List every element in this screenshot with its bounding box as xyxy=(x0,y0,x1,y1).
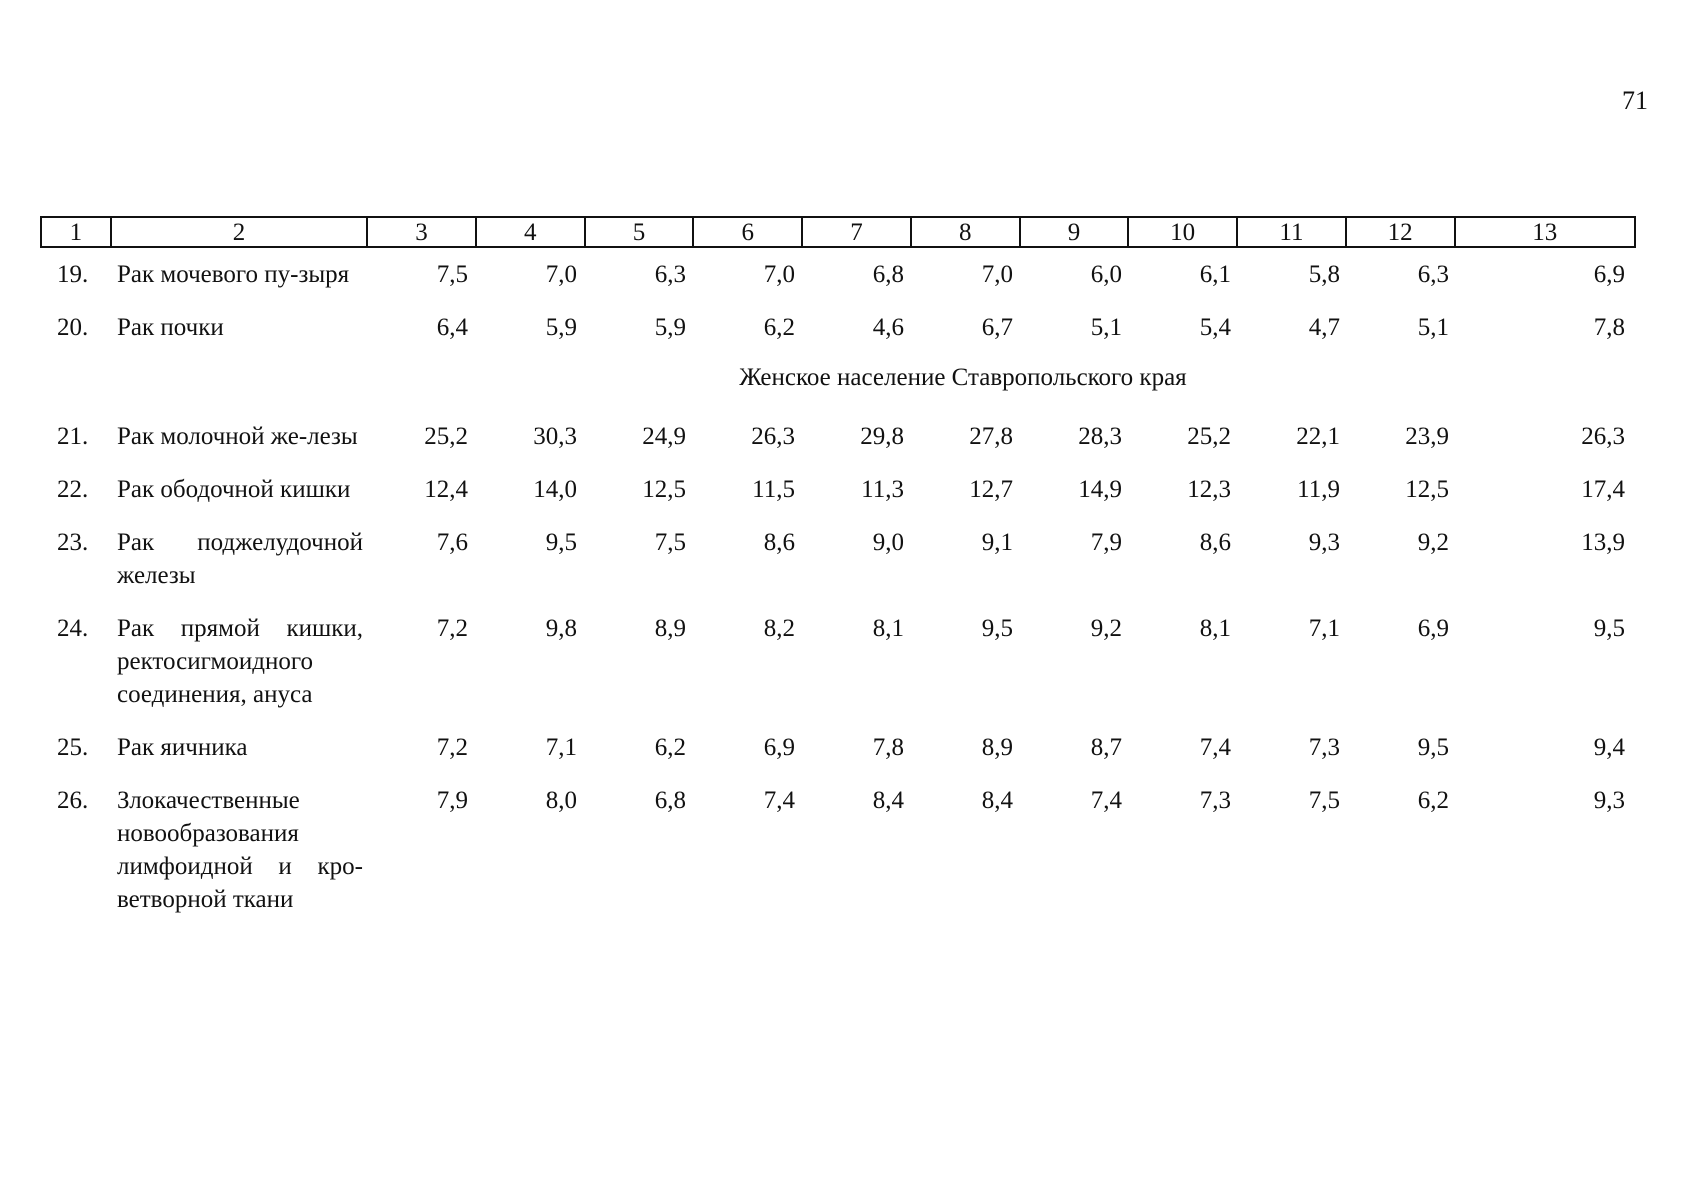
cell-col-11: 11,9 xyxy=(1297,476,1340,503)
cell-col-8: 9,5 xyxy=(981,615,1013,642)
cell-col-5: 6,3 xyxy=(654,261,686,288)
cell-col-6: 8,6 xyxy=(763,529,795,556)
cell-col-9: 6,0 xyxy=(1090,261,1122,288)
cell-col-4: 7,0 xyxy=(545,261,577,288)
table-row xyxy=(40,311,1636,344)
cell-col-11: 7,3 xyxy=(1308,734,1340,761)
cell-col-3: 12,4 xyxy=(424,476,468,503)
row-name: Рак молочной же-лезы xyxy=(117,423,358,450)
cell-col-8: 6,7 xyxy=(981,314,1013,341)
cell-col-12: 6,9 xyxy=(1417,615,1449,642)
table-row xyxy=(40,420,1636,453)
cell-col-8: 8,9 xyxy=(981,734,1013,761)
cell-col-11: 4,7 xyxy=(1308,314,1340,341)
cell-col-5: 6,8 xyxy=(654,787,686,814)
cell-col-9: 7,9 xyxy=(1090,529,1122,556)
cell-col-7: 7,8 xyxy=(872,734,904,761)
cell-col-10: 7,3 xyxy=(1199,787,1231,814)
cell-col-10: 5,4 xyxy=(1199,314,1231,341)
cell-col-10: 8,1 xyxy=(1199,615,1231,642)
cell-col-7: 9,0 xyxy=(872,529,904,556)
male-rows xyxy=(40,258,1636,344)
cell-col-13: 9,5 xyxy=(1593,615,1625,642)
cell-col-12: 6,2 xyxy=(1417,787,1449,814)
cell-col-6: 6,9 xyxy=(763,734,795,761)
cell-col-5: 5,9 xyxy=(654,314,686,341)
cell-col-10: 7,4 xyxy=(1199,734,1231,761)
header-cell-4: 4 xyxy=(477,218,586,246)
cell-col-4: 9,8 xyxy=(545,615,577,642)
header-cell-13: 13 xyxy=(1532,218,1558,246)
header-cell-9: 9 xyxy=(1021,218,1130,246)
cell-col-8: 8,4 xyxy=(981,787,1013,814)
table-body xyxy=(40,258,1636,916)
cell-col-7: 6,8 xyxy=(872,261,904,288)
page-number: 71 xyxy=(1622,86,1648,115)
cell-col-4: 8,0 xyxy=(545,787,577,814)
row-name: Рак мочевого пу-зыря xyxy=(117,261,350,288)
cell-col-8: 7,0 xyxy=(981,261,1013,288)
row-name: Злокачественные новообразования лимфоидной и кро-ветворной ткани xyxy=(117,787,363,913)
cell-col-10: 12,3 xyxy=(1187,476,1231,503)
row-number: 26. xyxy=(57,787,89,814)
cell-col-6: 8,2 xyxy=(763,615,795,642)
row-name: Рак ободочной кишки xyxy=(117,476,351,503)
cell-col-9: 5,1 xyxy=(1090,314,1122,341)
row-number: 22. xyxy=(57,476,89,503)
cell-col-8: 12,7 xyxy=(969,476,1013,503)
cell-col-6: 6,2 xyxy=(763,314,795,341)
cell-col-10: 8,6 xyxy=(1199,529,1231,556)
cell-col-6: 7,0 xyxy=(763,261,795,288)
table-header xyxy=(40,216,1636,248)
cell-col-13: 7,8 xyxy=(1593,314,1625,341)
cell-col-13: 13,9 xyxy=(1581,529,1625,556)
header-cell-3: 3 xyxy=(368,218,477,246)
header-cell-1: 1 xyxy=(42,218,112,246)
header-cell-11: 11 xyxy=(1238,218,1347,246)
cell-col-6: 11,5 xyxy=(752,476,795,503)
cell-col-7: 8,4 xyxy=(872,787,904,814)
section-title-female: Женское население Ставропольского края xyxy=(739,364,1187,391)
table-row xyxy=(40,612,1636,711)
cell-col-4: 30,3 xyxy=(533,423,577,450)
cell-col-3: 7,5 xyxy=(436,261,468,288)
cell-col-13: 6,9 xyxy=(1593,261,1625,288)
cell-col-9: 9,2 xyxy=(1090,615,1122,642)
row-number: 23. xyxy=(57,529,89,556)
header-cell-8: 8 xyxy=(912,218,1021,246)
table-row xyxy=(40,784,1636,916)
cell-col-11: 7,5 xyxy=(1308,787,1340,814)
cell-col-11: 22,1 xyxy=(1296,423,1340,450)
cell-col-8: 9,1 xyxy=(981,529,1013,556)
cell-col-11: 5,8 xyxy=(1308,261,1340,288)
cell-col-3: 7,2 xyxy=(436,615,468,642)
cell-col-11: 9,3 xyxy=(1308,529,1340,556)
cell-col-5: 6,2 xyxy=(654,734,686,761)
cell-col-11: 7,1 xyxy=(1308,615,1340,642)
header-cell-6: 6 xyxy=(694,218,803,246)
cell-col-4: 14,0 xyxy=(533,476,577,503)
row-number: 19. xyxy=(57,261,89,288)
cell-col-6: 26,3 xyxy=(751,423,795,450)
cell-col-3: 6,4 xyxy=(436,314,468,341)
cell-col-12: 5,1 xyxy=(1417,314,1449,341)
row-number: 24. xyxy=(57,615,89,642)
cell-col-7: 11,3 xyxy=(861,476,904,503)
cell-col-12: 12,5 xyxy=(1405,476,1449,503)
cell-col-4: 7,1 xyxy=(545,734,577,761)
row-number: 21. xyxy=(57,423,89,450)
row-name: Рак яичника xyxy=(117,734,248,761)
cell-col-8: 27,8 xyxy=(969,423,1013,450)
cell-col-12: 9,2 xyxy=(1417,529,1449,556)
cell-col-5: 8,9 xyxy=(654,615,686,642)
cell-col-3: 25,2 xyxy=(424,423,468,450)
cell-col-5: 7,5 xyxy=(654,529,686,556)
cell-col-3: 7,9 xyxy=(436,787,468,814)
cell-col-13: 17,4 xyxy=(1581,476,1625,503)
header-cell-2: 2 xyxy=(112,218,368,246)
cell-col-3: 7,2 xyxy=(436,734,468,761)
cell-col-5: 24,9 xyxy=(642,423,686,450)
cell-col-6: 7,4 xyxy=(763,787,795,814)
row-name: Рак почки xyxy=(117,314,224,341)
header-cell-10: 10 xyxy=(1129,218,1238,246)
cell-col-12: 23,9 xyxy=(1405,423,1449,450)
cell-col-9: 28,3 xyxy=(1078,423,1122,450)
cell-col-5: 12,5 xyxy=(642,476,686,503)
table-row xyxy=(40,526,1636,592)
header-cell-7: 7 xyxy=(803,218,912,246)
cell-col-9: 7,4 xyxy=(1090,787,1122,814)
table-row xyxy=(40,473,1636,506)
table-row xyxy=(40,258,1636,291)
row-number: 25. xyxy=(57,734,89,761)
cell-col-12: 6,3 xyxy=(1417,261,1449,288)
cell-col-10: 25,2 xyxy=(1187,423,1231,450)
table-row xyxy=(40,731,1636,764)
cell-col-13: 9,4 xyxy=(1593,734,1625,761)
cell-col-3: 7,6 xyxy=(436,529,468,556)
female-rows xyxy=(40,420,1636,916)
cell-col-4: 5,9 xyxy=(545,314,577,341)
cell-col-12: 9,5 xyxy=(1417,734,1449,761)
row-name: Рак поджелудочной железы xyxy=(117,529,363,589)
cell-col-7: 29,8 xyxy=(860,423,904,450)
row-name: Рак прямой кишки, ректосигмоидного соединения, ануса xyxy=(117,615,363,708)
cell-col-7: 4,6 xyxy=(872,314,904,341)
header-cell-5: 5 xyxy=(586,218,695,246)
cell-col-4: 9,5 xyxy=(545,529,577,556)
cell-col-13: 9,3 xyxy=(1593,787,1625,814)
cell-col-9: 8,7 xyxy=(1090,734,1122,761)
cell-col-13: 26,3 xyxy=(1581,423,1625,450)
cell-col-10: 6,1 xyxy=(1199,261,1231,288)
cell-col-7: 8,1 xyxy=(872,615,904,642)
header-cell-12: 12 xyxy=(1347,218,1456,246)
cell-col-9: 14,9 xyxy=(1078,476,1122,503)
row-number: 20. xyxy=(57,314,89,341)
